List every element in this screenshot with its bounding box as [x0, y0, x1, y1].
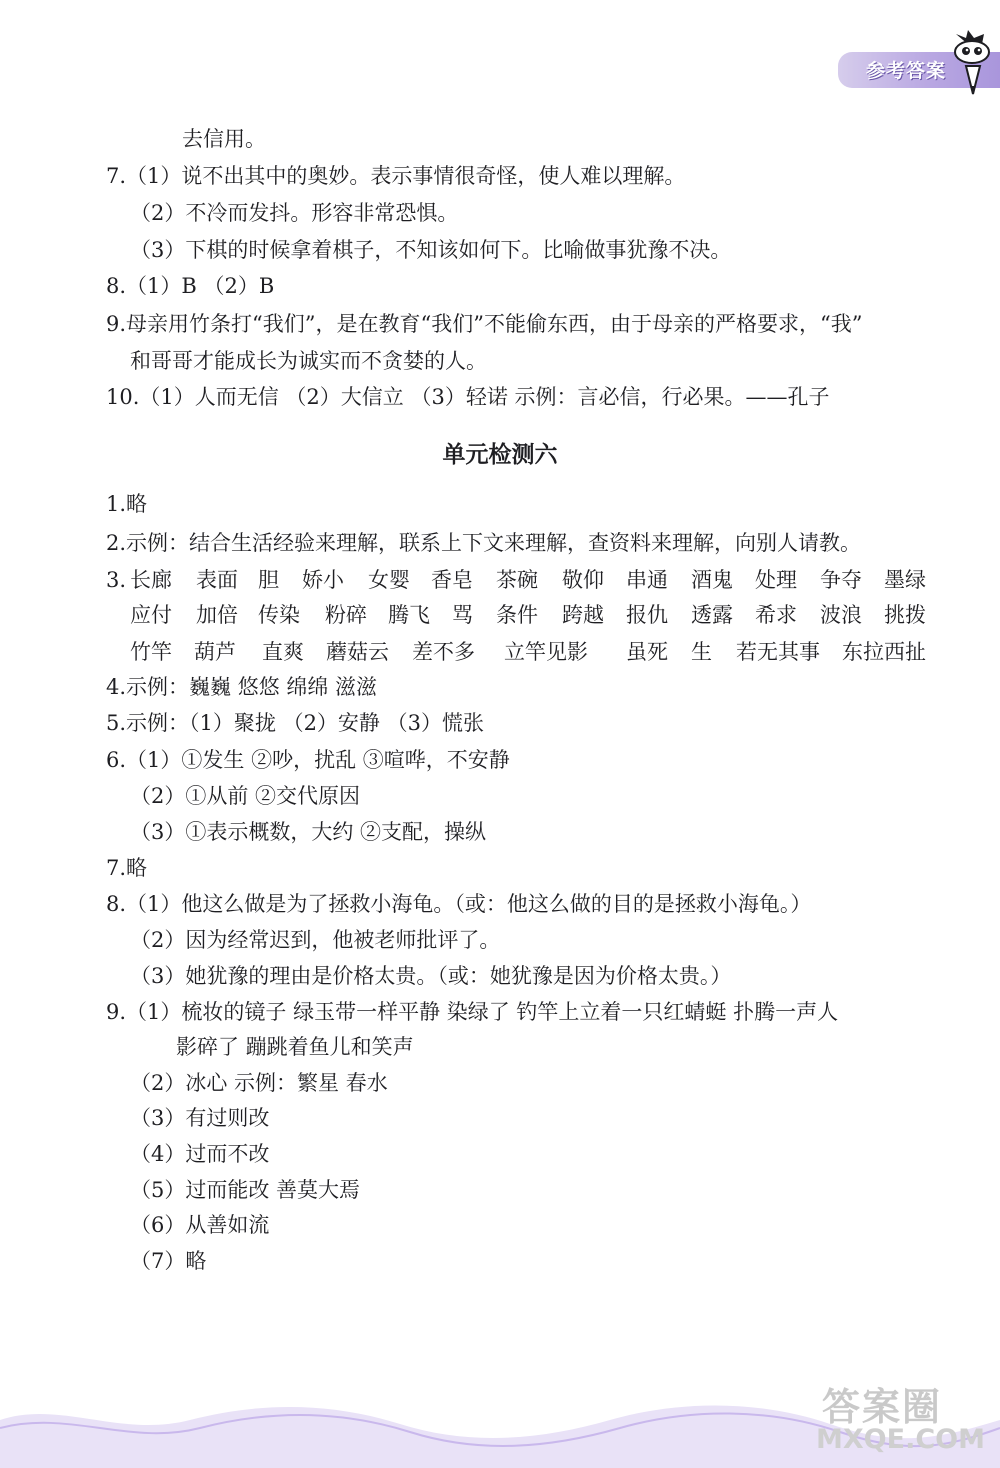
answer-line: 8.（1）他这么做是为了拯救小海龟。（或：他这么做的目的是拯救小海龟。） [106, 892, 812, 916]
word-item: 若无其事 [736, 640, 820, 664]
word-item: 竹竿 [130, 640, 172, 664]
answer-line: （3）下棋的时候拿着棋子，不知该如何下。比喻做事犹豫不决。 [130, 238, 732, 262]
answer-line: 5.示例：（1）聚拢 （2）安静 （3）慌张 [106, 711, 484, 735]
answer-line: （2）冰心 示例：繁星 春水 [130, 1071, 388, 1095]
word-item: 虽死 [626, 640, 668, 664]
word-item: 表面 [196, 568, 238, 592]
answer-line: 4.示例：巍巍 悠悠 绵绵 滋滋 [106, 675, 378, 699]
answer-line: （6）从善如流 [130, 1213, 270, 1237]
word-item: 透露 [691, 603, 733, 627]
answer-line: （5）过而能改 善莫大焉 [130, 1178, 361, 1202]
word-item: 粉碎 [325, 603, 367, 627]
word-item: 应付 [130, 603, 172, 627]
word-item: 腾飞 [388, 603, 430, 627]
answer-line: （2）①从前 ②交代原因 [130, 784, 361, 808]
answer-line: （3）①表示概数，大约 ②支配，操纵 [130, 820, 487, 844]
answer-line: 影碎了 蹦跳着鱼儿和笑声 [176, 1035, 414, 1059]
answer-line: 和哥哥才能成长为诚实而不贪婪的人。 [130, 349, 487, 373]
word-item: 加倍 [196, 603, 238, 627]
header-label: 参考答案 [866, 60, 947, 82]
word-item: 争夺 [820, 568, 862, 592]
answer-line: 6.（1）①发生 ②吵，扰乱 ③喧哗，不安静 [106, 748, 510, 772]
word-item: 长廊 [130, 568, 172, 592]
answer-line: 9.（1）梳妆的镜子 绿玉带一样平静 染绿了 钓竿上立着一只红蜻蜓 扑腾一声人 [106, 1000, 839, 1024]
word-item: 东拉西扯 [842, 640, 926, 664]
word-item: 处理 [755, 568, 797, 592]
word-item: 骂 [452, 603, 473, 627]
word-item: 传染 [258, 603, 300, 627]
watermark-logo-text: 答案圈 [822, 1385, 943, 1429]
word-item: 波浪 [820, 603, 862, 627]
word-item: 娇小 [302, 568, 344, 592]
word-item: 直爽 [262, 640, 304, 664]
answer-line: （2）因为经常迟到，他被老师批评了。 [130, 928, 501, 952]
answer-line: 9.母亲用竹条打“我们”，是在教育“我们”不能偷东西，由于母亲的严格要求，“我” [106, 312, 863, 336]
answer-line: 2.示例：结合生活经验来理解，联系上下文来理解，查资料来理解，向别人请教。 [106, 531, 862, 555]
word-item: 女婴 [368, 568, 410, 592]
word-item: 生 [691, 640, 712, 664]
word-item: 报仇 [626, 603, 668, 627]
answer-number: 3. [106, 568, 127, 592]
word-item: 挑拨 [884, 603, 926, 627]
pencil-mascot-icon [942, 28, 1000, 100]
word-item: 葫芦 [194, 640, 236, 664]
section-title: 单元检测六 [442, 442, 558, 468]
answer-line: 1.略 [106, 492, 148, 516]
word-item: 条件 [496, 603, 538, 627]
answer-line: 10.（1）人而无信 （2）大信立 （3）轻诺 示例：言必信，行必果。——孔子 [106, 385, 830, 409]
answer-line: 8.（1）B （2）B [106, 274, 275, 298]
answer-line: 去信用。 [182, 127, 266, 151]
word-item: 蘑菇云 [326, 640, 389, 664]
word-item: 墨绿 [884, 568, 926, 592]
answer-line: （7）略 [130, 1249, 207, 1273]
watermark-url: MXQE.COM [816, 1424, 985, 1455]
word-item: 胆 [258, 568, 279, 592]
answer-line: （2）不冷而发抖。形容非常恐惧。 [130, 201, 459, 225]
answer-line: 7.略 [106, 856, 148, 880]
word-row [130, 638, 1000, 666]
word-item: 茶碗 [496, 568, 538, 592]
word-item: 敬仰 [562, 568, 604, 592]
word-item: 希求 [755, 603, 797, 627]
word-item: 立竿见影 [504, 640, 588, 664]
word-item: 串通 [626, 568, 668, 592]
answer-line: 7.（1）说不出其中的奥妙。表示事情很奇怪，使人难以理解。 [106, 164, 686, 188]
word-row [130, 601, 1000, 629]
word-item: 差不多 [412, 640, 475, 664]
word-row [130, 566, 1000, 594]
answer-line: （4）过而不改 [130, 1142, 270, 1166]
answer-line: （3）她犹豫的理由是价格太贵。（或：她犹豫是因为价格太贵。） [130, 964, 732, 988]
answer-line: （3）有过则改 [130, 1106, 270, 1130]
word-item: 酒鬼 [691, 568, 733, 592]
word-item: 香皂 [431, 568, 473, 592]
word-item: 跨越 [562, 603, 604, 627]
